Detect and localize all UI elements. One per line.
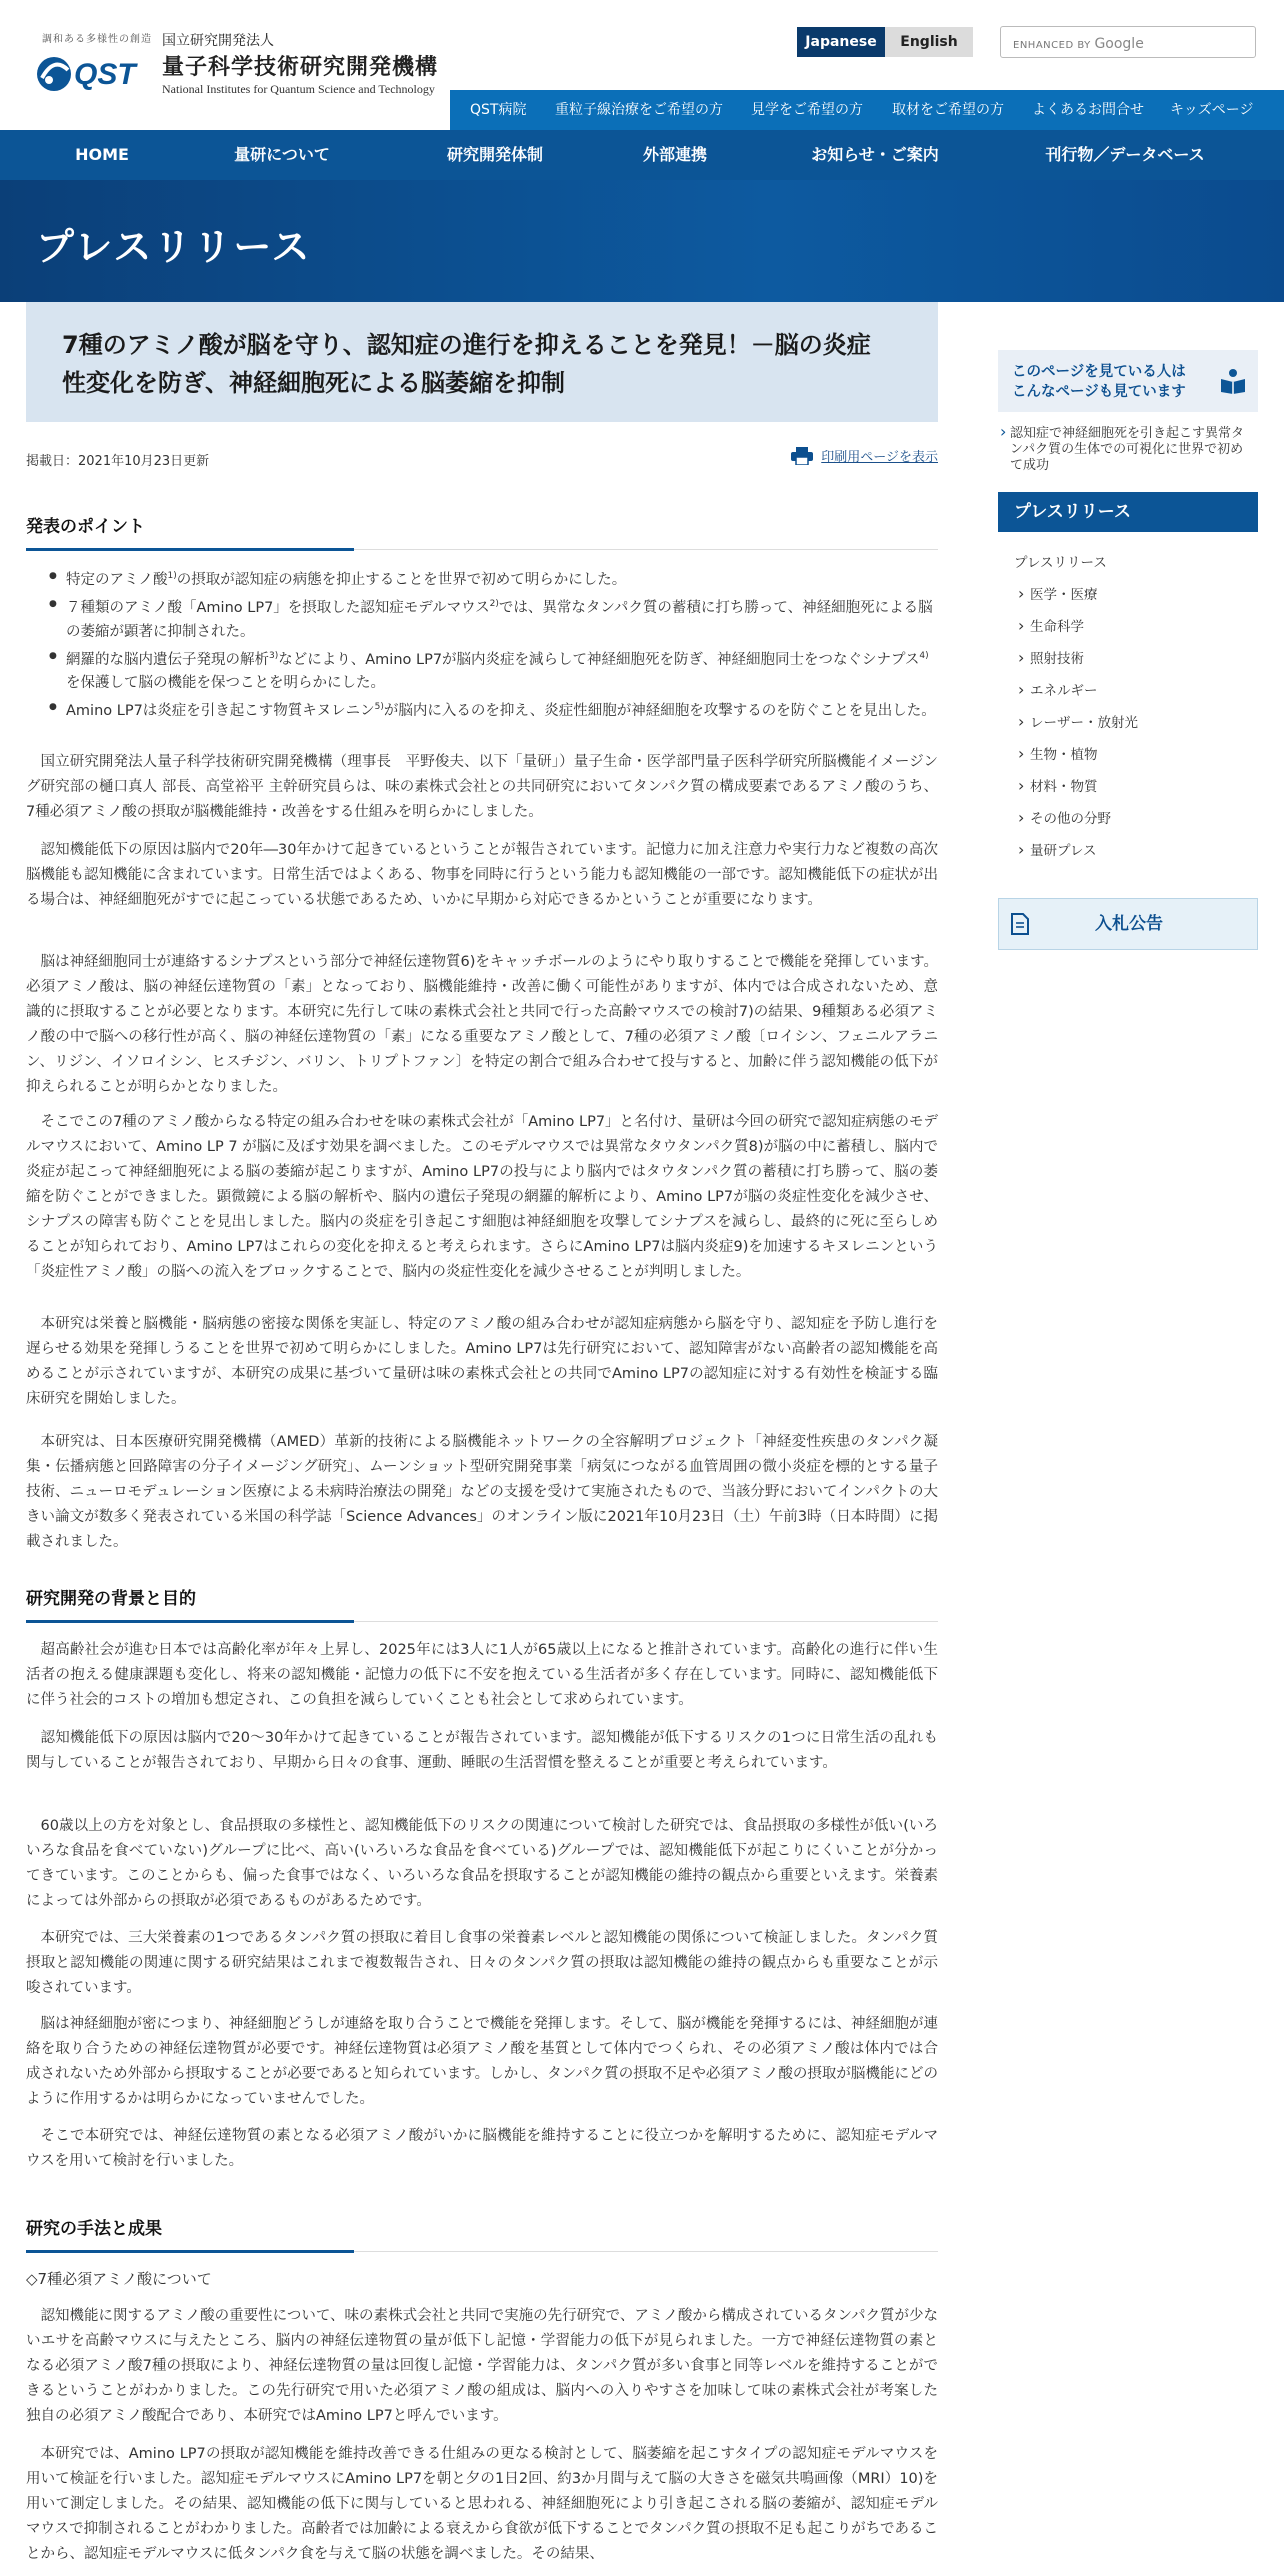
sidebar-item-life-science[interactable]: › 生命科学 (1014, 616, 1258, 648)
lang-japanese-button[interactable]: Japanese (797, 27, 885, 57)
related-pages-title: このページを見ている人は こんなページも見ています (1012, 364, 1186, 400)
paragraph: 本研究は、日本医療研究開発機構（AMED）革新的技術による脳機能ネットワークの全容解明プロジェクト「神経変性疾患のタンパク凝集・伝播病態と回路障害の分子イメージング研究」、ムーンショット型研究開発事業「病気につながる血管周囲の微小炎症を標的とする量子技術、ニューロモデュレーション医療による未病時治療法の開発」などの支援を受けて実施されたもので、当該分野においてインパクトの大きい論文が数多く発表されている米国の科学誌「Science Advances」のオンライン版に2021年10月23日（土）午前3時（日本時間）に掲載されました。 (26, 1434, 938, 1550)
sidebar-item-press-release[interactable]: プレスリリース (1014, 555, 1107, 571)
site-header (0, 0, 1284, 130)
subnav-kids[interactable]: キッズページ (1170, 102, 1254, 118)
list-item: ● 網羅的な脳内遺伝子発現の解析$^{3)}$などにより、Amino LP7が脳内炎症を減らして神経細胞死を防ぎ、神経細胞同士をつなぐシナプス$^{4)}$を保護して脳の機能を保つことを明らかにした。 (66, 644, 936, 696)
print-link[interactable]: 印刷用ページを表示 (791, 446, 938, 465)
paragraph: そこで本研究では、神経伝達物質の素となる必須アミノ酸がいかに脳機能を維持することに役立つかを解明するために、認知症モデルマウスを用いて検討を行いました。 (26, 2128, 938, 2169)
paragraph: そこでこの7種のアミノ酸からなる特定の組み合わせを味の素株式会社が「Amino LP7」と名付け、量研は今回の研究で認知症病態のモデルマウスにおいて、Amino LP 7 が脳に及ぼす効果を調べました。このモデルマウスでは異常なタウタンパク質8)が脳の中に蓄積し、脳内で炎症が起こって神経細胞死による脳の萎縮が起こりますが、Amino LP7の投与により脳内ではタウタンパク質の蓄積に打ち勝って、脳の萎縮を防ぐことができました。顕微鏡による脳の解析や、脳内の遺伝子発現の網羅的解析により、Amino LP7が脳の炎症性変化を減少させ、シナプスの障害も防ぐことを見出しました。脳内の炎症を引き起こす細胞は神経細胞を攻撃してシナプスを減らし、最終的に死に至らしめることが知られており、Amino LP7はこれらの変化を抑えると考えられます。さらにAmino LP7は脳内炎症9)を加速するキヌレニンという「炎症性アミノ酸」の脳への流入をブロックすることで、脳内の炎症性変化を減少させることが判明しました。 (26, 1114, 938, 1280)
list-item: ● Amino LP7は炎症を引き起こす物質キヌレニン$^{5)}$が脳内に入るのを抑え、炎症性細胞が神経細胞を攻撃するのを防ぐことを見出した。 (66, 695, 936, 723)
paragraph: 本研究は栄養と脳機能・脳病態の密接な関係を実証し、特定のアミノ酸の組み合わせが認知症病態から脳を守り、認知症を予防し進行を遅らせる効果を発揮しうることを世界で初めて明らかにしました。Amino LP7は先行研究において、認知障害がない高齢者の認知機能を高めることが示されていますが、本研究の成果に基づいて量研は味の素株式会社との共同でAmino LP7の認知症に対する有効性を検証する臨床研究を開始しました。 (26, 1316, 938, 1407)
sidebar-item-materials[interactable]: › 材料・物質 (1014, 776, 1258, 808)
subnav-faq[interactable]: よくあるお問合せ (1032, 102, 1144, 118)
sidebar-item-qst-press[interactable]: › 量研プレス (1014, 840, 1258, 872)
subsection-heading: ◇7種必須アミノ酸について (26, 2270, 212, 2288)
org-name-english: National Institutes for Quantum Science and Technology (162, 82, 435, 96)
page-title: プレスリリース (36, 225, 312, 269)
nav-organization[interactable]: 研究開発体制 (446, 145, 543, 164)
press-release-menu-heading[interactable]: プレスリリース (998, 492, 1258, 532)
paragraph: 認知機能に関するアミノ酸の重要性について、味の素株式会社と共同で実施の先行研究で、アミノ酸から構成されているタンパク質が少ないエサを高齢マウスに与えたところ、脳内の神経伝達物質の量が低下し記憶・学習能力の低下が見られました。一方で神経伝達物質の素となる必須アミノ酸7種の摂取により、神経伝達物質の量は回復し記憶・学習能力は、タンパク質が多い食事と同等レベルを維持することができるということがわかりました。この先行研究で用いた必須アミノ酸の組成は、脳内への入りやすさを加味して味の素株式会社が考案した独自の必須アミノ酸配合であり、本研究ではAmino LP7と呼んでいます。 (26, 2308, 938, 2424)
logo-tagline: 調和ある多様性の創造 (42, 34, 152, 45)
logo-text: QST (74, 58, 136, 91)
paragraph: 認知機能低下の原因は脳内で20年―30年かけて起きているということが報告されています。記憶力に加え注意力や実行力など複数の高次脳機能も認知機能に含まれています。日常生活ではよくある、物事を同時に行うという能力も認知機能の一部です。認知機能低下の症状が出る場合は、神経細胞死がすでに起こっている状態であるため、いかに早期から対応できるかということが重要になります。 (26, 842, 938, 908)
search-placeholder: ENHANCED BY Google (1013, 36, 1144, 52)
subnav-tour[interactable]: 見学をご希望の方 (751, 102, 863, 118)
bid-announcement-button[interactable] (998, 898, 1258, 950)
list-item: ● ７種類のアミノ酸「Amino LP7」を摂取した認知症モデルマウス$^{2)}$では、異常なタンパク質の蓄積に打ち勝って、神経細胞死による脳の萎縮が顕著に抑制された。 (66, 592, 936, 644)
subnav-qst-hospital[interactable]: QST病院 (470, 102, 527, 118)
sidebar-item-laser[interactable]: › レーザー・放射光 (1014, 712, 1258, 744)
related-article-link[interactable]: › 認知症で神経細胞死を引き起こす異常タンパク質の生体での可視化に世界で初めて成功 (1010, 426, 1256, 474)
article-title: 7種のアミノ酸が脳を守り、認知症の進行を抑えることを発見！－脳の炎症 性変化を防ぎ、神経細胞死による脳萎縮を抑制 (62, 331, 871, 397)
paragraph: 超高齢社会が進む日本では高齢化率が年々上昇し、2025年には3人に1人が65歳以上になると推計されています。高齢化の進行に伴い生活者の抱える健康課題も変化し、将来の認知機能・記憶力の低下に不安を抱えている生活者が多く存在しています。同時に、認知機能低下に伴う社会的コストの増加も想定され、この負担を減らしていくことも社会として求められています。 (26, 1642, 938, 1708)
nav-home[interactable]: HOME (75, 145, 129, 164)
sidebar-item-energy[interactable]: › エネルギー (1014, 680, 1258, 712)
org-name-line1: 国立研究開発法人 (162, 33, 274, 49)
paragraph: 脳は神経細胞が密につまり、神経細胞どうしが連絡を取り合うことで機能を発揮します。そして、脳が機能を発揮するには、神経細胞が連絡を取り合うための神経伝達物質が必要です。神経伝達物質は必須アミノ酸を基質として体内でつくられ、その必須アミノ酸は体内では合成されないため外部から摂取することが必要であると知られています。しかし、タンパク質の摂取不足や必須アミノ酸の摂取が脳機能にどのように作用するかは明らかになっていませんでした。 (26, 2016, 938, 2107)
nav-about[interactable]: 量研について (234, 145, 330, 164)
lang-english-button[interactable]: English (885, 27, 973, 57)
subnav-heavy-ion[interactable]: 重粒子線治療をご希望の方 (555, 102, 723, 118)
bid-announcement-label: 入札公告 (1095, 914, 1163, 934)
org-name-line2: 量子科学技術研究開発機構 (162, 55, 439, 80)
section-heading-methods: 研究の手法と成果 (26, 2214, 938, 2252)
nav-news[interactable]: お知らせ・ご案内 (811, 145, 939, 164)
sidebar-item-biology[interactable]: › 生物・植物 (1014, 744, 1258, 776)
nav-collaboration[interactable]: 外部連携 (642, 145, 707, 164)
section-heading-points: 発表のポイント (26, 512, 938, 550)
key-points-list (66, 564, 936, 723)
site-logo[interactable] (34, 28, 464, 100)
list-item: ● 特定のアミノ酸$^{1)}$の摂取が認知症の病態を抑止することを世界で初めて明らかにした。 (66, 564, 936, 592)
search-input[interactable] (1000, 26, 1256, 58)
paragraph: 本研究では、三大栄養素の1つであるタンパク質の摂取に着目し食事の栄養素レベルと認知機能の関係について検証しました。タンパク質摂取と認知機能の関連に関する研究結果はこれまで複数報告され、日々のタンパク質の摂取は認知機能の維持の観点からも重要なことが示唆されています。 (26, 1930, 938, 1996)
main-nav (0, 130, 1284, 180)
nav-publications[interactable]: 刊行物／データベース (1045, 145, 1205, 164)
paragraph: 脳は神経細胞同士が連絡するシナプスという部分で神経伝達物質6)をキャッチボールのようにやり取りすることで機能を発揮しています。必須アミノ酸は、脳の神経伝達物質の「素」となっており、脳機能維持・改善に働く可能性がありますが、体内では合成されないため、意識的に摂取することが必要となります。本研究に先行して味の素株式会社と共同で行った高齢マウスでの検討7)の結果、9種類ある必須アミノ酸の中で脳への移行性が高く、脳の神経伝達物質の「素」になる重要なアミノ酸として、7種の必須アミノ酸〔ロイシン、フェニルアラニン、リジン、イソロイシン、ヒスチジン、バリン、トリプトファン〕を特定の割合で組み合わせて投与すると、加齢に伴う認知機能の低下が抑えられることが明らかとなりました。 (26, 954, 938, 1095)
utility-nav (450, 90, 1284, 130)
paragraph: 本研究では、Amino LP7の摂取が認知機能を維持改善できる仕組みの更なる検討として、脳萎縮を起こすタイプの認知症モデルマウスを用いて検証を行いました。認知症モデルマウスにAmino LP7を朝と夕の1日2回、約3か月間与えて脳の大きさを磁気共鳴画像（MRI）10)を用いて測定しました。その結果、認知機能の低下に関与していると思われる、神経細胞死により引き起こされる脳の萎縮が、認知症モデルマウスで抑制されることがわかりました。高齢者では加齢による衰えから食欲が低下することでタンパク質の摂取不足も起こりがちであることから、認知症モデルマウスに低タンパク食を与えて脳の状態を調べました。その結果、 (26, 2446, 938, 2562)
paragraph: 国立研究開発法人量子科学技術研究開発機構（理事長 平野俊夫、以下「量研」）量子生命・医学部門量子医科学研究所脳機能イメージング研究部の樋口真人 部長、高堂裕平 主幹研究員らは、味の素株式会社との共同研究においてタンパク質の構成要素であるアミノ酸のうち、7種必須アミノ酸の摂取が脳機能維持・改善をする仕組みを明らかにしました。 (26, 754, 938, 820)
printer-icon (791, 447, 813, 465)
section-heading-background: 研究開発の背景と目的 (26, 1584, 938, 1622)
book-icon (1220, 368, 1246, 394)
publish-date: 掲載日：2021年10月23日更新 (26, 454, 210, 469)
page-hero (0, 180, 1284, 302)
sidebar-item-medical[interactable]: › 医学・医療 (1014, 584, 1258, 616)
article-title-box (26, 302, 938, 422)
paragraph: 60歳以上の方を対象とし、食品摂取の多様性と、認知機能低下のリスクの関連について検討した研究では、食品摂取の多様性が低い(いろいろな食品を食べていない)グループに比べ、高い(いろいろな食品を食べている)グループでは、認知機能低下が起こりにくいことが分かってきています。このことからも、偏った食事ではなく、いろいろな食品を摂取することが認知機能の維持の観点から重要といえます。栄養素によっては外部からの摂取が必須であるものがあるためです。 (26, 1818, 938, 1909)
sidebar-item-other[interactable]: › その他の分野 (1014, 808, 1258, 840)
press-release-category-list (1014, 552, 1258, 872)
paragraph: 認知機能低下の原因は脳内で20～30年かけて起きていることが報告されています。認知機能が低下するリスクの1つに日常生活の乱れも関与していることが報告されており、早期から日々の食事、運動、睡眠の生活習慣を整えることが重要と考えられています。 (26, 1730, 938, 1771)
subnav-press[interactable]: 取材をご希望の方 (892, 102, 1004, 118)
related-pages-box (998, 350, 1258, 412)
sidebar-item-irradiation[interactable]: › 照射技術 (1014, 648, 1258, 680)
